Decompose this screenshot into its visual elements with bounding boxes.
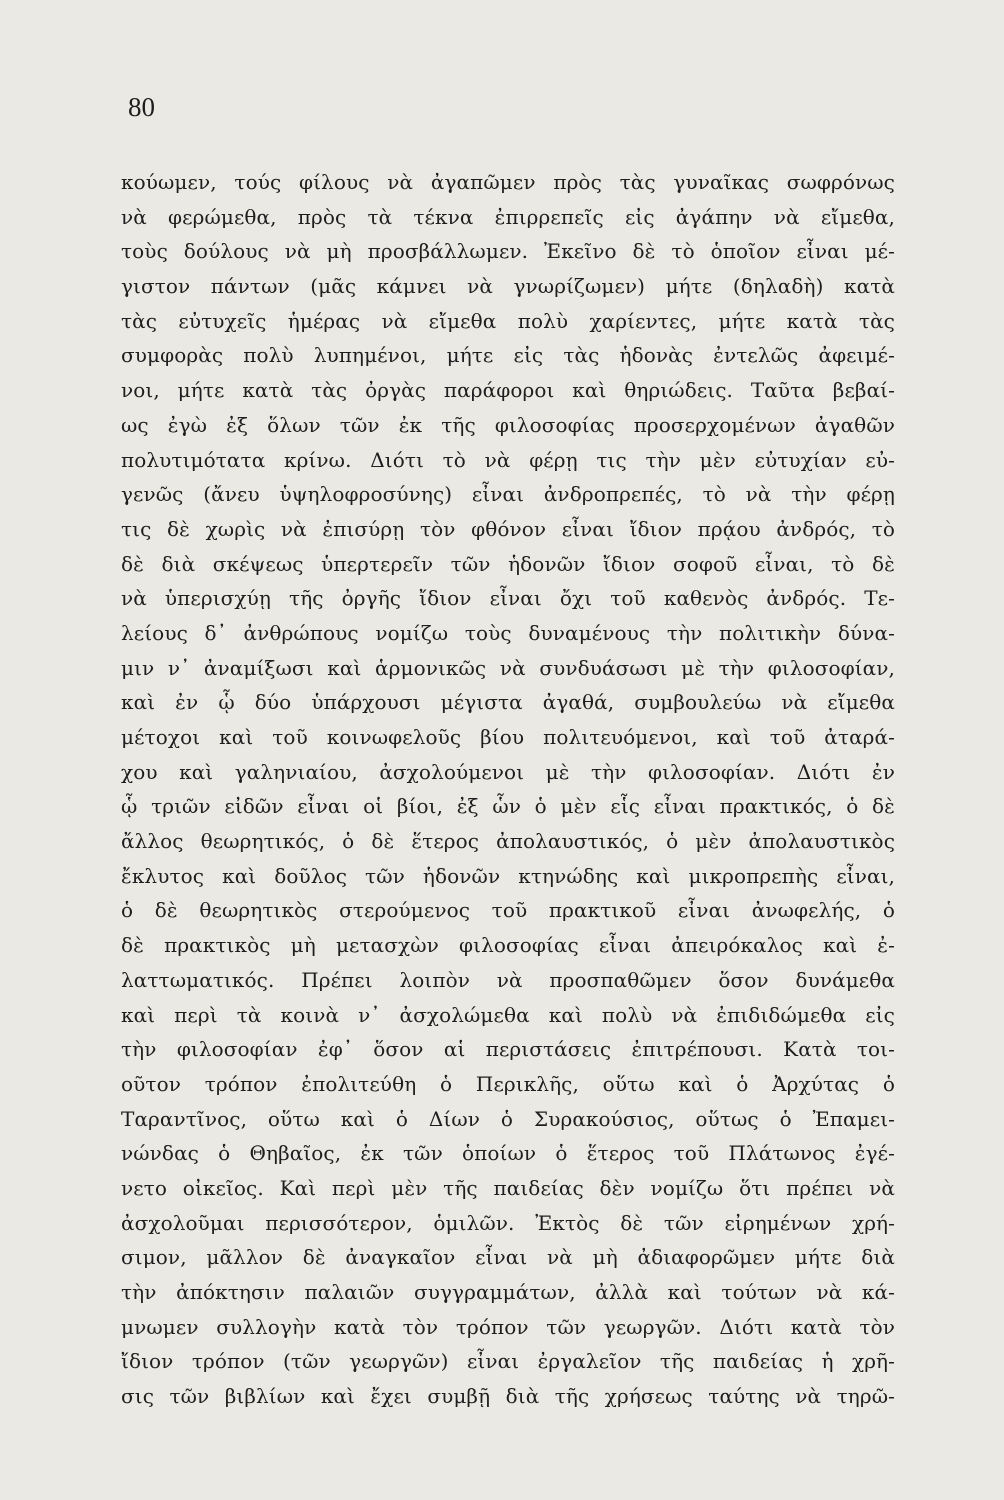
text-line: ως ἐγὼ ἐξ ὅλων τῶν ἐκ τῆς φιλοσοφίας προσερχομένων ἀγαθῶν: [121, 412, 895, 437]
text-line: δὲ πρακτικὸς μὴ μετασχὼν φιλοσοφίας εἶναι ἀπειρόκαλος καὶ ἐ-: [121, 933, 895, 958]
text-line: μνωμεν συλλογὴν κατὰ τὸν τρόπον τῶν γεωργῶν. Διότι κατὰ τὸν: [121, 1314, 895, 1339]
text-line: γιστον πάντων (μᾶς κάμνει νὰ γνωρίζωμεν) μήτε (δηλαδὴ) κατὰ: [121, 274, 895, 299]
text-line: νώνδας ὁ Θηβαῖος, ἐκ τῶν ὁποίων ὁ ἕτερος τοῦ Πλάτωνος ἐγέ-: [121, 1141, 895, 1166]
text-line: ἔκλυτος καὶ δοῦλος τῶν ἡδονῶν κτηνώδης καὶ μικροπρεπὴς εἶναι,: [121, 863, 895, 888]
body-text: [121, 165, 895, 1414]
text-line: τὴν ἀπόκτησιν παλαιῶν συγγραμμάτων, ἀλλὰ καὶ τούτων νὰ κά-: [121, 1280, 895, 1304]
text-line: λείους δ᾽ ἀνθρώπους νομίζω τοὺς δυναμένους τὴν πολιτικὴν δύνα-: [121, 620, 895, 645]
text-line: μέτοχοι καὶ τοῦ κοινωφελοῦς βίου πολιτευόμενοι, καὶ τοῦ ἀταρά-: [121, 725, 895, 749]
text-line: τὴν φιλοσοφίαν ἐφ᾽ ὅσον αἱ περιστάσεις ἐπιτρέπουσι. Κατὰ τοι-: [121, 1037, 895, 1062]
text-line: νὰ ὑπερισχύῃ τῆς ὀργῆς ἴδιον εἶναι ὄχι τοῦ καθενὸς ἀνδρός. Τε-: [121, 586, 895, 611]
text-line: τὰς εὐτυχεῖς ἡμέρας νὰ εἴμεθα πολὺ χαρίεντες, μήτε κατὰ τὰς: [121, 308, 895, 333]
text-line: κούωμεν, τούς φίλους νὰ ἀγαπῶμεν πρὸς τὰς γυναῖκας σωφρόνως: [121, 170, 895, 194]
text-line: νοι, μήτε κατὰ τὰς ὀργὰς παράφοροι καὶ θηριώδεις. Ταῦτα βεβαί-: [121, 378, 895, 403]
text-line: νετο οἰκεῖος. Καὶ περὶ μὲν τῆς παιδείας δὲν νομίζω ὅτι πρέπει νὰ: [121, 1175, 895, 1200]
text-line: καὶ περὶ τὰ κοινὰ ν᾽ ἀσχολώμεθα καὶ πολὺ νὰ ἐπιδιδώμεθα εἰς: [121, 1002, 895, 1027]
text-line: πολυτιμότατα κρίνω. Διότι τὸ νὰ φέρῃ τις τὴν μὲν εὐτυχίαν εὐ-: [121, 447, 895, 472]
text-line: νὰ φερώμεθα, πρὸς τὰ τέκνα ἐπιρρεπεῖς εἰς ἀγάπην νὰ εἴμεθα,: [121, 204, 895, 229]
text-line: ἴδιον τρόπον (τῶν γεωργῶν) εἶναι ἐργαλεῖον τῆς παιδείας ἡ χρῆ-: [121, 1349, 895, 1374]
text-line: σιμον, μᾶλλον δὲ ἀναγκαῖον εἶναι νὰ μὴ ἀδιαφορῶμεν μήτε διὰ: [121, 1245, 895, 1270]
text-line: ἀσχολοῦμαι περισσότερον, ὁμιλῶν. Ἐκτὸς δὲ τῶν εἰρημένων χρή-: [121, 1210, 895, 1235]
text-line: λαττωματικός. Πρέπει λοιπὸν νὰ προσπαθῶμεν ὅσον δυνάμεθα: [121, 967, 895, 992]
text-line: καὶ ἐν ᾧ δύο ὑπάρχουσι μέγιστα ἀγαθά, συμβουλεύω νὰ εἴμεθα: [121, 690, 895, 715]
text-line: ᾧ τριῶν εἰδῶν εἶναι οἱ βίοι, ἐξ ὧν ὁ μὲν εἷς εἶναι πρακτικός, ὁ δὲ: [121, 794, 895, 819]
text-line: δὲ διὰ σκέψεως ὑπερτερεῖν τῶν ἡδονῶν ἴδιον σοφοῦ εἶναι, τὸ δὲ: [121, 551, 895, 576]
text-line: ὁ δὲ θεωρητικὸς στερούμενος τοῦ πρακτικοῦ εἶναι ἀνωφελής, ὁ: [121, 898, 895, 923]
text-line: τις δὲ χωρὶς νὰ ἐπισύρῃ τὸν φθόνον εἶναι ἴδιον πρᾴου ἀνδρός, τὸ: [121, 516, 895, 541]
page-number: 80: [128, 92, 155, 122]
text-line: ἄλλος θεωρητικός, ὁ δὲ ἕτερος ἀπολαυστικός, ὁ μὲν ἀπολαυστικὸς: [121, 829, 895, 854]
text-line: Ταραντῖνος, οὕτω καὶ ὁ Δίων ὁ Συρακούσιος, οὕτως ὁ Ἐπαμει-: [121, 1106, 895, 1131]
text-line: οῦτον τρόπον ἐπολιτεύθη ὁ Περικλῆς, οὕτω καὶ ὁ Ἀρχύτας ὁ: [121, 1071, 895, 1096]
text-line: τοὺς δούλους νὰ μὴ προσβάλλωμεν. Ἐκεῖνο δὲ τὸ ὁποῖον εἶναι μέ-: [121, 239, 895, 264]
text-line: συμφορὰς πολὺ λυπημένοι, μήτε εἰς τὰς ἡδονὰς ἐντελῶς ἀφειμέ-: [121, 343, 895, 368]
text-line: χου καὶ γαληνιαίου, ἀσχολούμενοι μὲ τὴν φιλοσοφίαν. Διότι ἐν: [121, 759, 895, 784]
text-line: γενῶς (ἄνευ ὑψηλοφροσύνης) εἶναι ἀνδροπρεπές, τὸ νὰ τὴν φέρῃ: [121, 482, 895, 507]
text-line: σις τῶν βιβλίων καὶ ἔχει συμβῇ διὰ τῆς χρήσεως ταύτης νὰ τηρῶ-: [121, 1384, 895, 1409]
text-line: μιν ν᾽ ἀναμίξωσι καὶ ἁρμονικῶς νὰ συνδυάσωσι μὲ τὴν φιλοσοφίαν,: [121, 655, 895, 680]
